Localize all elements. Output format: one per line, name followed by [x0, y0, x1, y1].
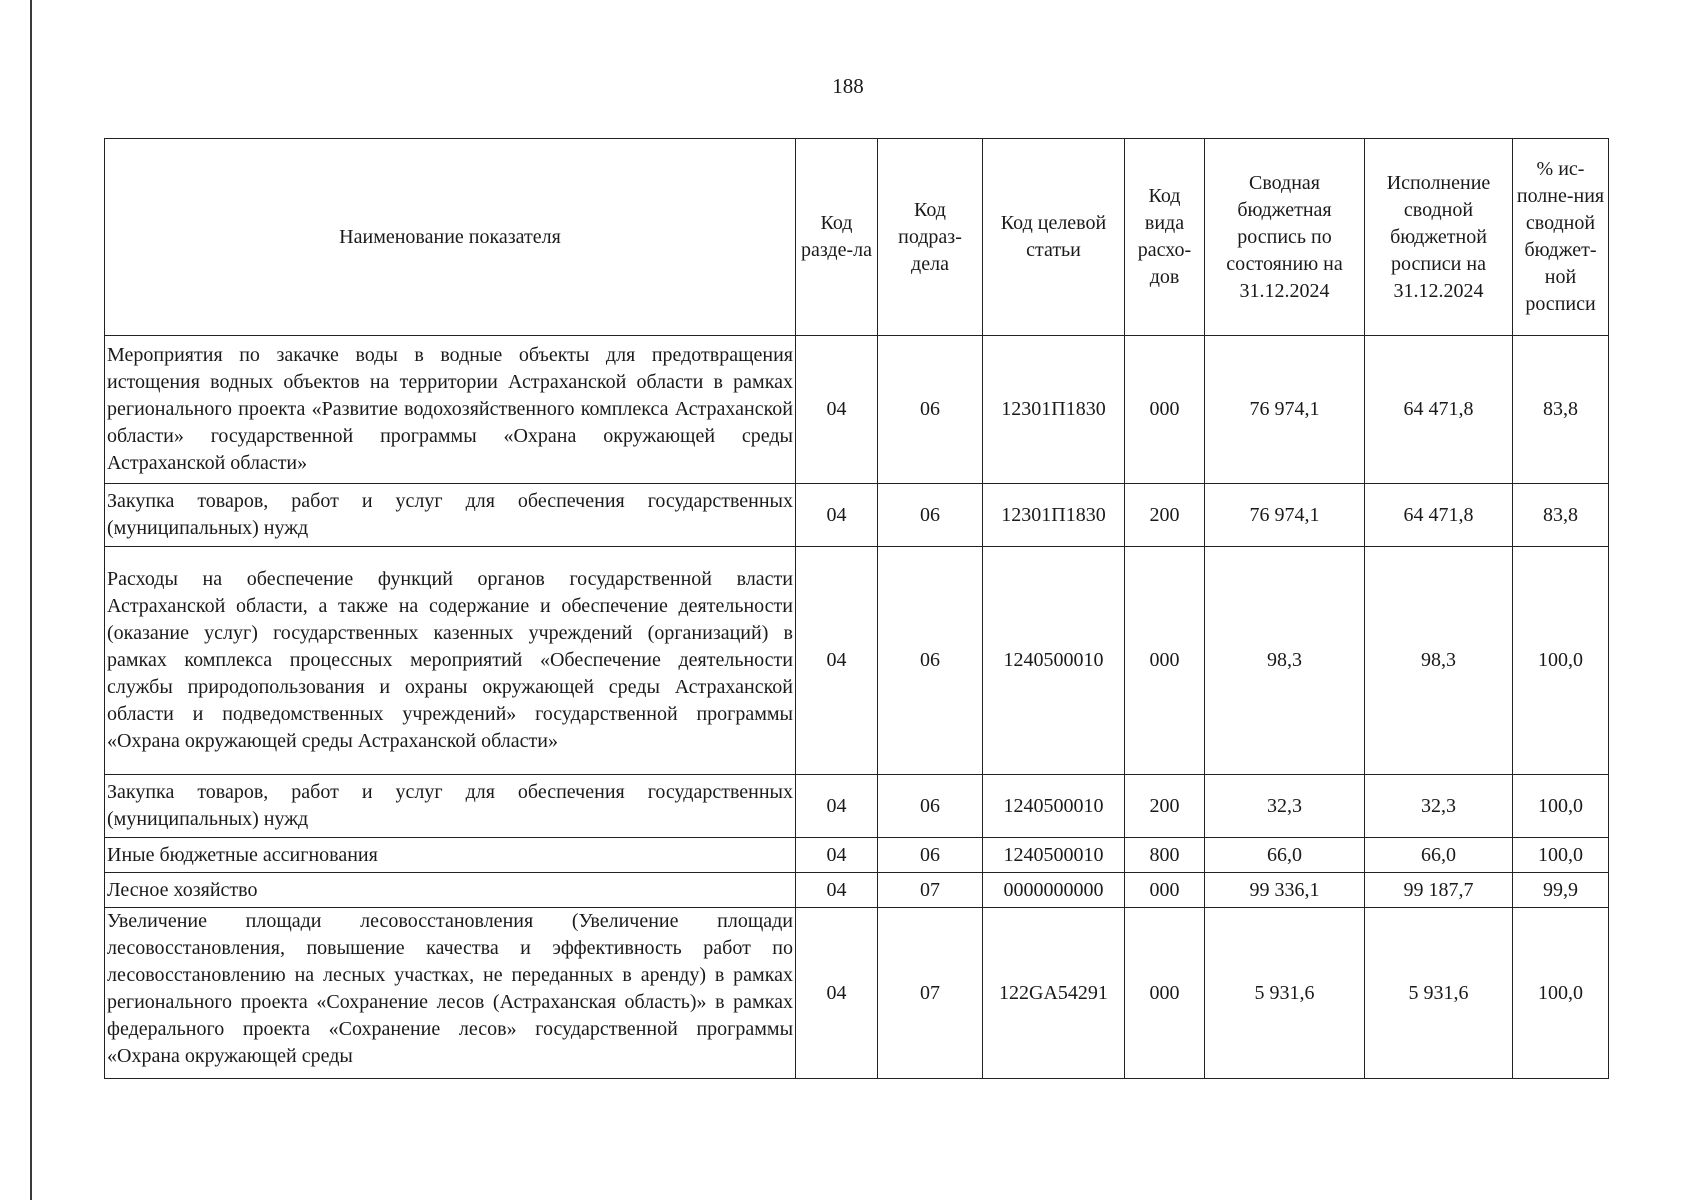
row-target-code: 1240500010	[983, 547, 1125, 775]
row-planned: 76 974,1	[1205, 484, 1365, 547]
row-percent: 100,0	[1513, 908, 1609, 1079]
row-subsection: 06	[878, 547, 983, 775]
row-subsection: 06	[878, 775, 983, 838]
table-row	[105, 775, 1609, 838]
row-subsection: 07	[878, 908, 983, 1079]
row-planned: 76 974,1	[1205, 336, 1365, 484]
row-percent: 100,0	[1513, 775, 1609, 838]
row-name: Закупка товаров, работ и услуг для обеспечения государственных (муниципальных) нужд	[105, 484, 796, 547]
header-indicator-name: Наименование показателя	[105, 139, 796, 336]
table-row	[105, 336, 1609, 484]
row-subsection: 06	[878, 838, 983, 873]
table-row	[105, 547, 1609, 775]
row-target-code: 0000000000	[983, 873, 1125, 908]
row-planned: 99 336,1	[1205, 873, 1365, 908]
row-percent: 100,0	[1513, 547, 1609, 775]
row-section: 04	[796, 547, 878, 775]
row-expense-type: 200	[1125, 484, 1205, 547]
row-expense-type: 200	[1125, 775, 1205, 838]
page-number: 188	[832, 74, 864, 98]
row-expense-type: 000	[1125, 873, 1205, 908]
table-row	[105, 484, 1609, 547]
header-section-code: Код разде-ла	[796, 139, 878, 336]
table-header-row	[105, 139, 1609, 336]
table-row	[105, 838, 1609, 873]
header-target-code: Код целевой статьи	[983, 139, 1125, 336]
header-planned-budget: Сводная бюджетная роспись по состоянию на 31.12.2024	[1205, 139, 1365, 336]
row-percent: 100,0	[1513, 838, 1609, 873]
row-target-code: 1240500010	[983, 775, 1125, 838]
row-planned: 98,3	[1205, 547, 1365, 775]
scan-edge-line	[30, 0, 32, 1200]
row-name-cell	[105, 908, 796, 1079]
row-percent: 83,8	[1513, 484, 1609, 547]
row-expense-type: 000	[1125, 336, 1205, 484]
row-expense-type: 000	[1125, 547, 1205, 775]
row-percent: 83,8	[1513, 336, 1609, 484]
row-target-code: 122GA54291	[983, 908, 1125, 1079]
row-expense-type: 000	[1125, 908, 1205, 1079]
table-row	[105, 873, 1609, 908]
row-target-code: 12301П1830	[983, 336, 1125, 484]
row-executed: 64 471,8	[1365, 336, 1513, 484]
row-section: 04	[796, 908, 878, 1079]
table-row	[105, 908, 1609, 1079]
row-section: 04	[796, 484, 878, 547]
row-subsection: 06	[878, 336, 983, 484]
header-subsection-code: Код подраз-дела	[878, 139, 983, 336]
row-percent: 99,9	[1513, 873, 1609, 908]
row-planned: 32,3	[1205, 775, 1365, 838]
header-expense-type-code: Код вида расхо-дов	[1125, 139, 1205, 336]
row-name: Иные бюджетные ассигнования	[105, 838, 796, 873]
row-subsection: 07	[878, 873, 983, 908]
row-section: 04	[796, 838, 878, 873]
row-planned: 5 931,6	[1205, 908, 1365, 1079]
row-name: Мероприятия по закачке воды в водные объекты для предотвращения истощения водных объектов на территории Астраханской области в рамках регионального проекта «Развитие водохозяйственного комплекса Астраханской области» государственной программы «Охрана окружающей среды Астраханской области»	[105, 336, 796, 484]
row-target-code: 1240500010	[983, 838, 1125, 873]
row-executed: 64 471,8	[1365, 484, 1513, 547]
row-executed: 99 187,7	[1365, 873, 1513, 908]
row-subsection: 06	[878, 484, 983, 547]
header-execution-percent: % ис-полне-ния сводной бюджет-ной росписи	[1513, 139, 1609, 336]
row-section: 04	[796, 336, 878, 484]
row-name: Увеличение площади лесовосстановления (Увеличение площади лесовосстановления, повышение качества и эффективность работ по лесовосстановлению на лесных участках, не переданных в аренду) в рамках регионального проекта «Сохранение лесов (Астраханская область)» в рамках федерального проекта «Сохранение лесов» государственной программы «Охрана окружающей среды	[107, 910, 793, 1067]
row-target-code: 12301П1830	[983, 484, 1125, 547]
budget-execution-table	[104, 138, 1609, 1079]
row-name: Расходы на обеспечение функций органов государственной власти Астраханской области, а также на содержание и обеспечение деятельности (оказание услуг) государственных казенных учреждений (организаций) в рамках комплекса процессных мероприятий «Обеспечение деятельности службы природопользования и охраны окружающей среды Астраханской области и подведомственных учреждений» государственной программы «Охрана окружающей среды Астраханской области»	[105, 547, 796, 775]
row-planned: 66,0	[1205, 838, 1365, 873]
row-name: Лесное хозяйство	[105, 873, 796, 908]
row-executed: 66,0	[1365, 838, 1513, 873]
row-executed: 5 931,6	[1365, 908, 1513, 1079]
row-section: 04	[796, 775, 878, 838]
row-executed: 98,3	[1365, 547, 1513, 775]
row-expense-type: 800	[1125, 838, 1205, 873]
row-executed: 32,3	[1365, 775, 1513, 838]
row-section: 04	[796, 873, 878, 908]
row-name: Закупка товаров, работ и услуг для обеспечения государственных (муниципальных) нужд	[105, 775, 796, 838]
header-executed-budget: Исполнение сводной бюджетной росписи на 31.12.2024	[1365, 139, 1513, 336]
